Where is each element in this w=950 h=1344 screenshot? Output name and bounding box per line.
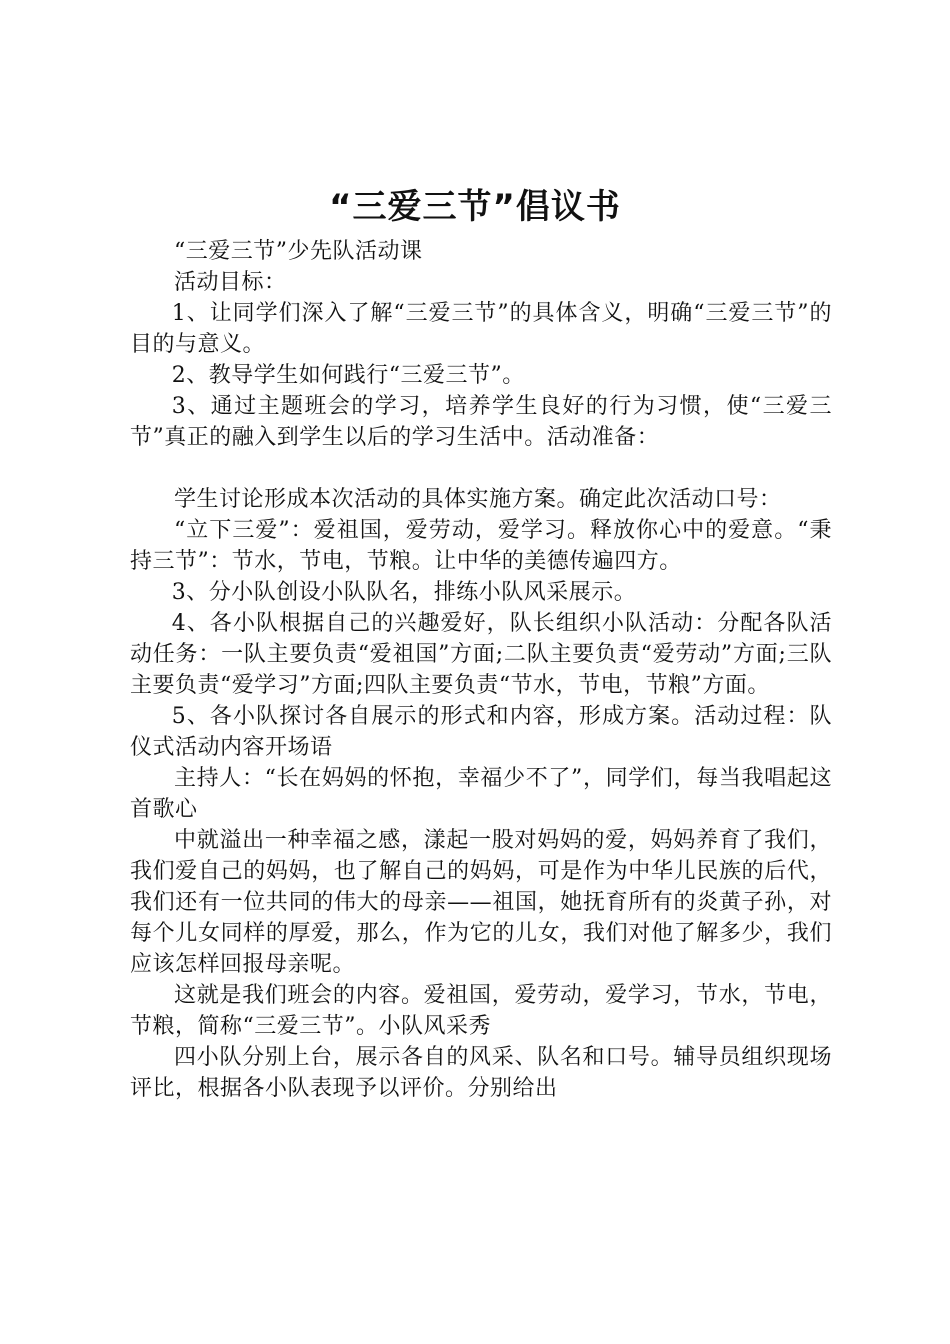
paragraph-goal-1: 1、让同学们深入了解“三爱三节”的具体含义，明确“三爱三节”的目的与意义。: [130, 301, 832, 357]
document-body: [130, 236, 832, 1104]
paragraph-step-4: 4、各小队根据自己的兴趣爱好，队长组织小队活动：分配各队活动任务：一队主要负责“爱祖国”方面;二队主要负责“爱劳动”方面;三队主要负责“爱学习”方面;四队主要负责“节水，节电，节粮”方面。: [130, 611, 832, 698]
paragraph-goal-3: 3、通过主题班会的学习，培养学生良好的行为习惯，使“三爱三节”真正的融入到学生以后的学习生活中。活动准备：: [130, 394, 832, 450]
blank-line: [130, 453, 832, 484]
paragraph-step-5: 5、各小队探讨各自展示的形式和内容，形成方案。活动过程：队仪式活动内容开场语: [130, 704, 832, 760]
paragraph-activity-course: “三爱三节”少先队活动课: [174, 239, 423, 264]
paragraph-discussion: 学生讨论形成本次活动的具体实施方案。确定此次活动口号：: [174, 487, 782, 512]
paragraph-host-opening: 主持人：“长在妈妈的怀抱，幸福少不了”，同学们，每当我唱起这首歌心: [130, 766, 832, 822]
paragraph-slogan: “立下三爱”：爱祖国，爱劳动，爱学习。释放你心中的爱意。“秉持三节”：节水，节电，节粮。让中华的美德传遍四方。: [130, 518, 832, 574]
paragraph-goal-2: 2、教导学生如何践行“三爱三节”。: [171, 363, 525, 388]
paragraph-motherland: 中就溢出一种幸福之感，漾起一股对妈妈的爱，妈妈养育了我们，我们爱自己的妈妈，也了解自己的妈妈，可是作为中华儿民族的后代，我们还有一位共同的伟大的母亲——祖国，她抚育所有的炎黄子孙，对每个儿女同样的厚爱，那么，作为它的儿女，我们对他了解多少，我们应该怎样回报母亲呢。: [130, 828, 832, 977]
paragraph-team-showcase: 四小队分别上台，展示各自的风采、队名和口号。辅导员组织现场评比，根据各小队表现予以评价。分别给出: [130, 1045, 832, 1101]
document-title: “三爱三节”倡议书: [329, 187, 621, 227]
paragraph-activity-goals-heading: 活动目标：: [174, 270, 287, 295]
paragraph-step-3: 3、分小队创设小队队名，排练小队风采展示。: [171, 580, 637, 605]
paragraph-meeting-content: 这就是我们班会的内容。爱祖国，爱劳动，爱学习，节水，节电，节粮，简称“三爱三节”。小队风采秀: [130, 983, 832, 1039]
